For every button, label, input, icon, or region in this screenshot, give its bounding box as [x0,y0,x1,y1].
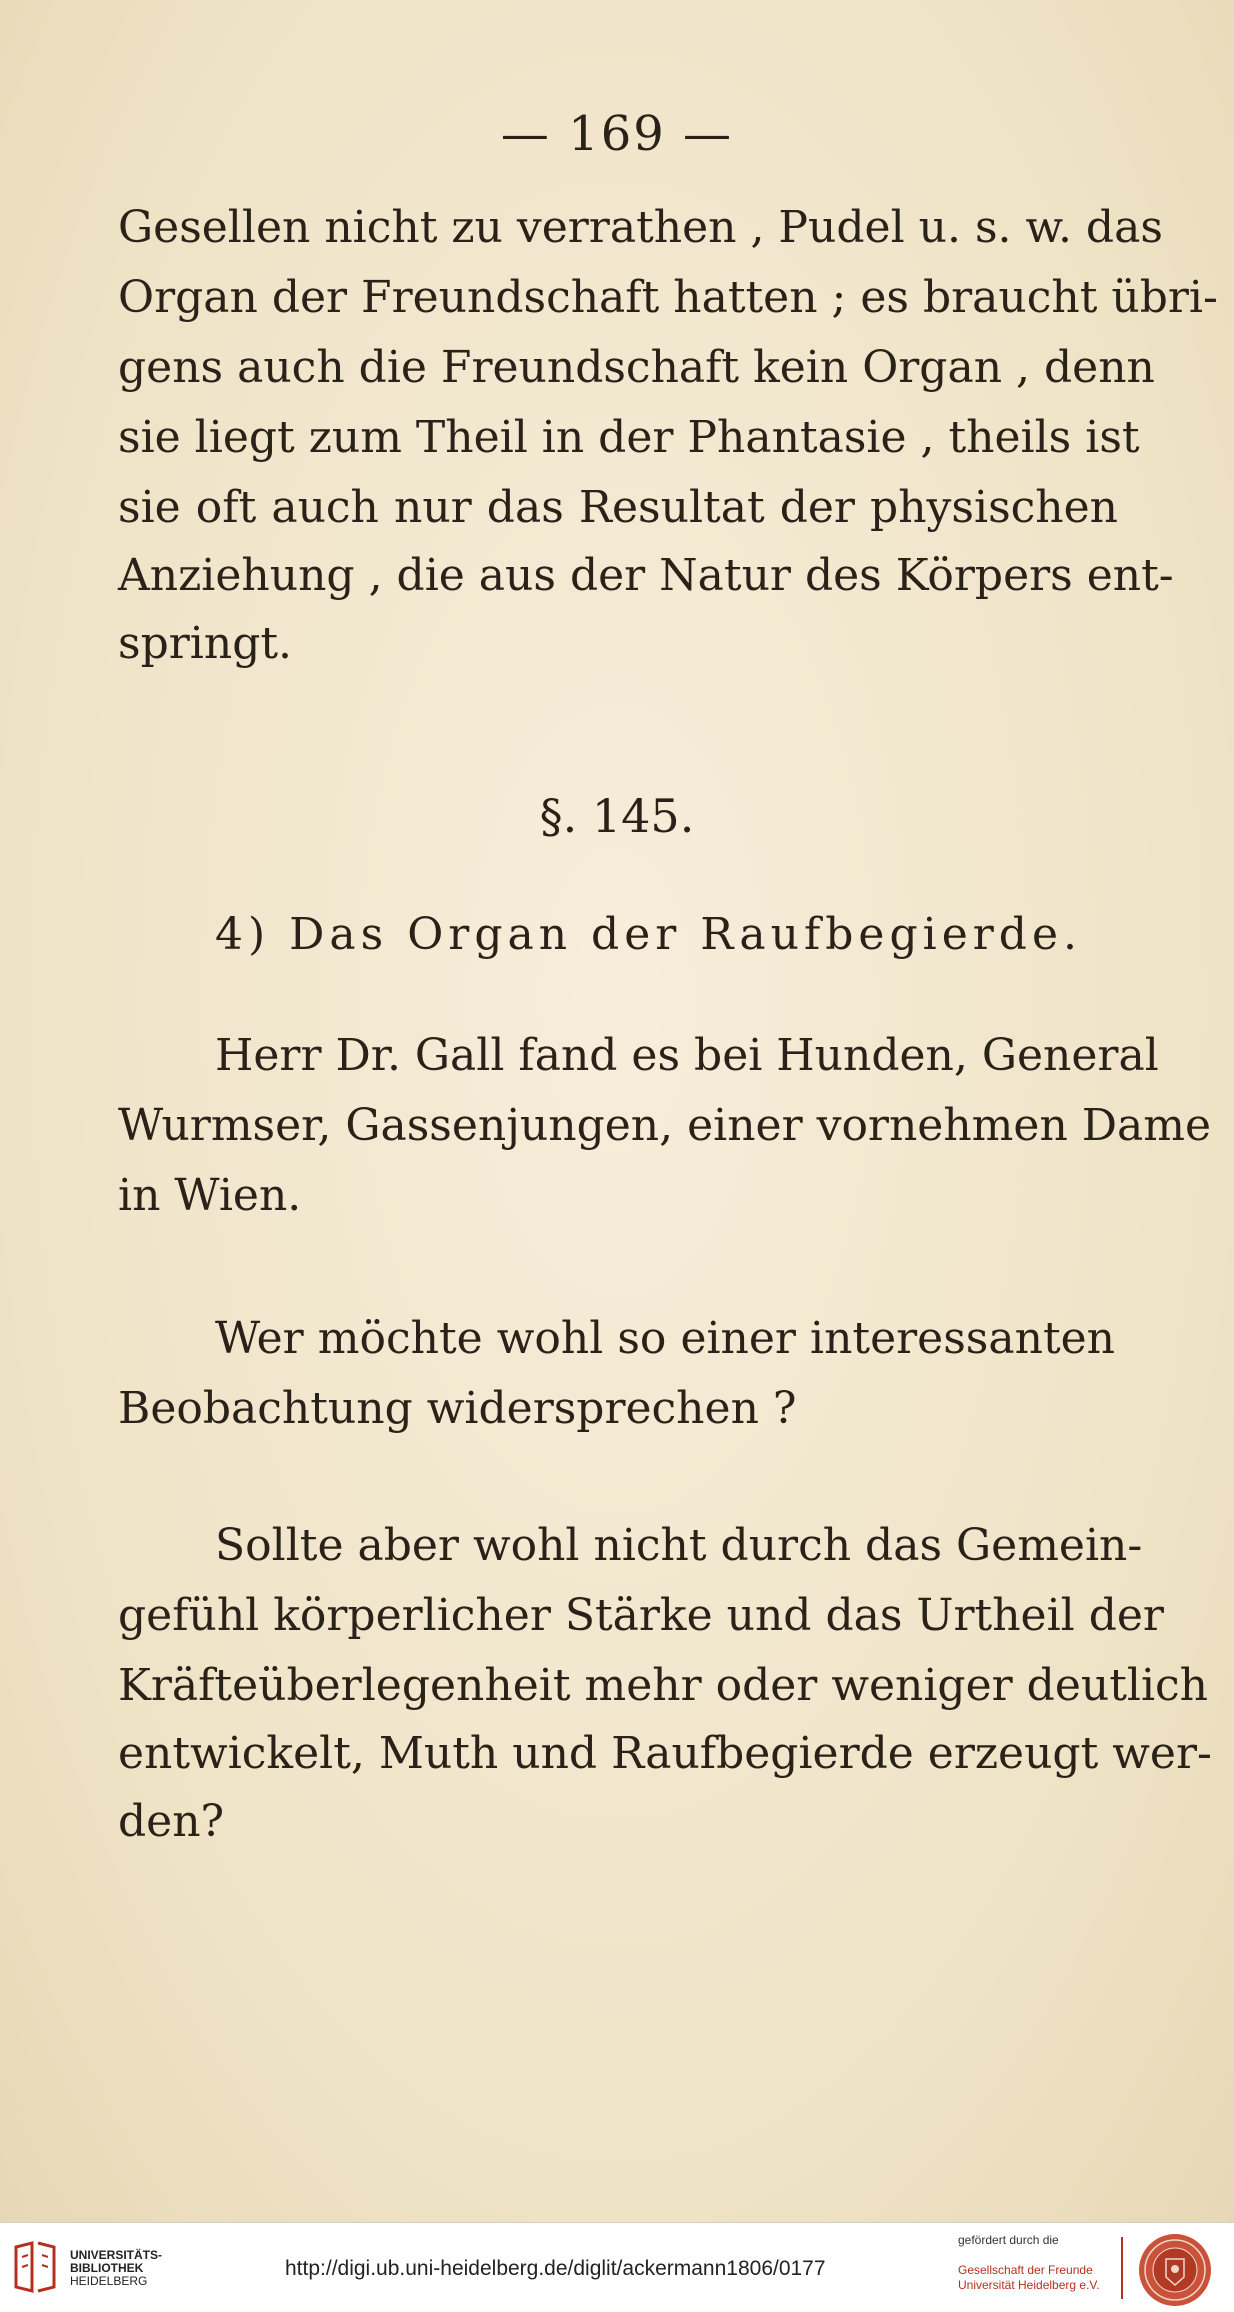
text-line: Gesellen nicht zu verrathen , Pudel u. s. w. das [118,202,1163,253]
text-line: Wurmser, Gassenjungen, einer vornehmen Dame [118,1100,1212,1151]
text-line: gefühl körperlicher Stärke und das Urtheil der [118,1590,1164,1641]
section-number: §. 145. [539,789,695,843]
society-name-line: Universität Heidelberg e.V. [958,2278,1100,2292]
text-line: den? [118,1796,225,1847]
library-name [70,2249,162,2288]
text-line: in Wien. [118,1170,302,1221]
funded-by-label: gefördert durch die [958,2233,1059,2247]
permalink-url[interactable]: http://digi.ub.uni-heidelberg.de/diglit/ackermann1806/0177 [285,2257,826,2280]
library-name-line: UNIVERSITÄTS- [70,2248,163,2262]
footer-divider [1121,2237,1123,2299]
text-line: Beobachtung widersprechen ? [118,1383,797,1434]
text-line: sie liegt zum Theil in der Phantasie , theils ist [118,412,1140,463]
library-name-line: HEIDELBERG [70,2274,148,2288]
section-title: 4) Das Organ der Raufbegierde. [215,909,1082,960]
text-line: gens auch die Freundschaft kein Organ , denn [118,342,1155,393]
sponsor-block [958,2233,1108,2293]
text-line: Anziehung , die aus der Natur des Körpers ent- [118,550,1174,601]
text-line: Organ der Freundschaft hatten ; es braucht übri- [118,272,1218,323]
text-line: Wer möchte wohl so einer interessanten [215,1313,1115,1364]
library-logo-icon [12,2241,58,2295]
library-name-line: BIBLIOTHEK [70,2261,144,2275]
text-line: Herr Dr. Gall fand es bei Hunden, General [215,1030,1159,1081]
text-line: entwickelt, Muth und Raufbegierde erzeugt wer- [118,1728,1212,1779]
society-name-line: Gesellschaft der Freunde [958,2263,1093,2277]
page-number: — 169 — [500,106,734,162]
text-line: Sollte aber wohl nicht durch das Gemein- [215,1520,1143,1571]
footer-bar [0,2222,1234,2312]
text-line: springt. [118,618,293,669]
text-line: Kräfteüberlegenheit mehr oder weniger deutlich [118,1660,1209,1711]
text-line: sie oft auch nur das Resultat der physischen [118,482,1118,533]
university-seal-icon [1136,2231,1214,2309]
